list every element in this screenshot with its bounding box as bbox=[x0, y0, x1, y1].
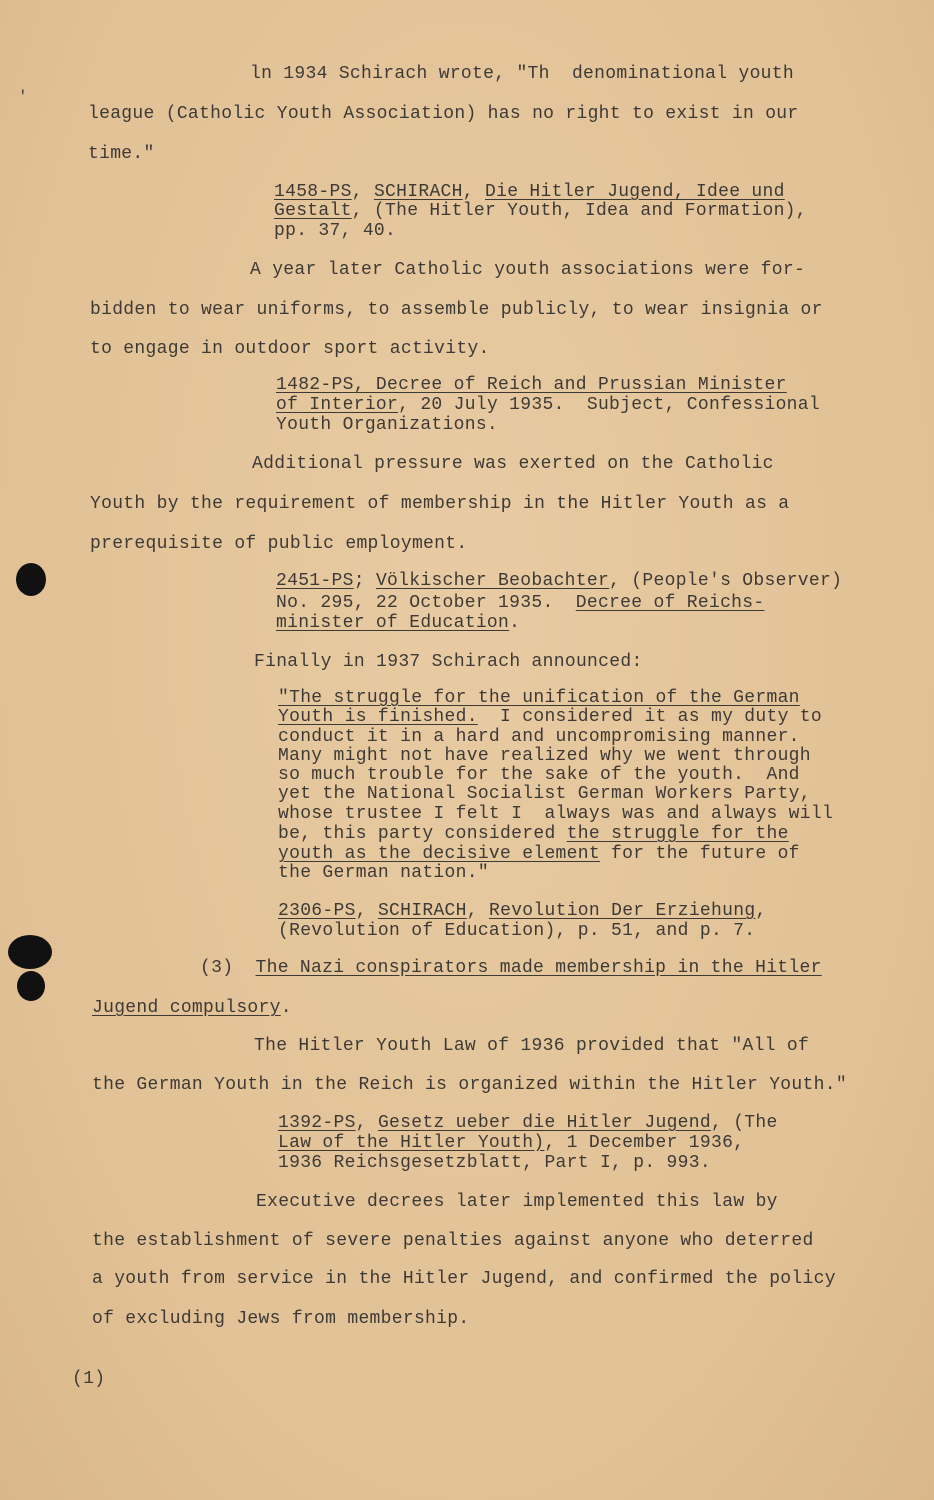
paragraph-5-line-2: the German Youth in the Reich is organized within the Hitler Youth." bbox=[92, 1075, 847, 1095]
citation-title: Gestalt bbox=[274, 201, 352, 221]
citation-ref: 1458-PS bbox=[274, 182, 352, 202]
section-heading-text: Jugend compulsory bbox=[92, 998, 281, 1018]
citation-title: Die Hitler Jugend, Idee und bbox=[484, 182, 785, 202]
quote-text: "The struggle for the unification of the German bbox=[278, 688, 800, 708]
paragraph-1-line-3: time." bbox=[88, 144, 155, 164]
quote-line-1 bbox=[278, 689, 800, 708]
punch-hole-bottom bbox=[17, 971, 45, 1001]
paragraph-6-line-1: Executive decrees later implemented this law by bbox=[256, 1192, 778, 1212]
citation-ref: 1392-PS bbox=[278, 1113, 356, 1133]
quote-text: be, this party considered bbox=[278, 824, 567, 844]
citation-ref: 2306-PS bbox=[278, 901, 356, 921]
citation-3-line-1 bbox=[276, 572, 842, 591]
citation-text: , (The Hitler Youth, Idea and Formation), bbox=[351, 201, 807, 221]
citation-title: Law of the Hitler Youth) bbox=[278, 1133, 545, 1153]
citation-2-line-1 bbox=[276, 376, 787, 395]
citation-text: . bbox=[509, 613, 521, 633]
citation-title: minister of Education bbox=[276, 613, 510, 633]
section-heading-line-2 bbox=[92, 998, 292, 1018]
citation-separator: , bbox=[355, 1113, 378, 1133]
section-heading-end: . bbox=[280, 998, 292, 1018]
citation-separator: , bbox=[462, 182, 485, 202]
quote-line-2 bbox=[278, 708, 822, 727]
citation-3-line-3 bbox=[276, 614, 520, 633]
citation-text: , 1 December 1936, bbox=[544, 1133, 745, 1153]
paragraph-4: Finally in 1937 Schirach announced: bbox=[254, 652, 643, 672]
citation-separator: , bbox=[351, 182, 374, 202]
citation-separator: ; bbox=[353, 571, 376, 591]
quote-line-7: whose trustee I felt I always was and always will bbox=[278, 804, 834, 824]
paragraph-2-line-1: A year later Catholic youth associations were for- bbox=[250, 260, 806, 280]
citation-1-line-2 bbox=[274, 202, 807, 221]
paragraph-3-line-3: prerequisite of public employment. bbox=[90, 534, 468, 554]
citation-text: , bbox=[755, 901, 767, 921]
quote-line-5: so much trouble for the sake of the youth. And bbox=[278, 765, 800, 785]
section-number: (3) bbox=[200, 958, 256, 978]
citation-title: Gesetz ueber die Hitler Jugend bbox=[377, 1113, 711, 1133]
citation-ref: 2451-PS bbox=[276, 571, 354, 591]
citation-title: Revolution Der Erziehung bbox=[488, 901, 756, 921]
citation-title: Völkischer Beobachter bbox=[375, 571, 610, 591]
quote-text: youth as the decisive element bbox=[278, 844, 600, 864]
punch-hole-top bbox=[16, 563, 46, 596]
quote-text: I considered it as my duty to bbox=[477, 707, 822, 727]
paragraph-3-line-2: Youth by the requirement of membership in the Hitler Youth as a bbox=[90, 494, 790, 514]
citation-text: , 20 July 1935. Subject, Confessional bbox=[398, 395, 820, 415]
quote-text: for the future of bbox=[599, 844, 800, 864]
citation-author: SCHIRACH bbox=[377, 901, 467, 921]
paragraph-5-line-1: The Hitler Youth Law of 1936 provided that "All of bbox=[254, 1036, 810, 1056]
citation-2-line-3: Youth Organizations. bbox=[276, 415, 499, 435]
section-heading-text: The Nazi conspirators made membership in the Hitler bbox=[255, 958, 822, 978]
citation-3-line-2 bbox=[276, 594, 764, 613]
quote-line-6: yet the National Socialist German Workers Party, bbox=[278, 784, 811, 804]
paragraph-6-line-3: a youth from service in the Hitler Jugend, and confirmed the policy bbox=[92, 1269, 836, 1289]
quote-line-4: Many might not have realized why we went through bbox=[278, 746, 811, 766]
citation-ref: 1482-PS, Decree of Reich and Prussian Minister bbox=[276, 375, 787, 395]
citation-text: No. 295, 22 October 1935. bbox=[276, 593, 576, 613]
paragraph-2-line-2: bidden to wear uniforms, to assemble publicly, to wear insignia or bbox=[90, 300, 823, 320]
citation-separator: , bbox=[466, 901, 489, 921]
quote-text: the struggle for the bbox=[566, 824, 789, 844]
quote-line-10: the German nation." bbox=[278, 863, 489, 883]
paragraph-1-line-2: league (Catholic Youth Association) has no right to exist in our bbox=[88, 104, 799, 124]
citation-text: , (The bbox=[711, 1113, 778, 1133]
citation-2-line-2 bbox=[276, 396, 820, 415]
quote-line-8 bbox=[278, 825, 789, 844]
citation-4-line-1 bbox=[278, 902, 767, 921]
paragraph-2-line-3: to engage in outdoor sport activity. bbox=[90, 339, 490, 359]
citation-text: , (People's Observer) bbox=[609, 571, 843, 591]
punch-hole-middle bbox=[8, 935, 52, 969]
paragraph-1-line-1: ln 1934 Schirach wrote, "Th denominational youth bbox=[250, 64, 794, 84]
quote-line-3: conduct it in a hard and uncompromising manner. bbox=[278, 727, 800, 747]
citation-separator: , bbox=[355, 901, 378, 921]
citation-5-line-3: 1936 Reichsgesetzblatt, Part I, p. 993. bbox=[278, 1153, 711, 1173]
citation-4-line-2: (Revolution of Education), p. 51, and p. 7. bbox=[278, 921, 756, 941]
citation-title: Decree of Reichs- bbox=[575, 593, 765, 613]
paragraph-3-line-1: Additional pressure was exerted on the Catholic bbox=[252, 454, 774, 474]
citation-5-line-1 bbox=[278, 1114, 778, 1133]
page-number: (1) bbox=[72, 1369, 106, 1389]
margin-mark: ' bbox=[18, 88, 28, 106]
citation-1-line-1 bbox=[274, 183, 785, 202]
citation-1-line-3: pp. 37, 40. bbox=[274, 221, 397, 241]
paragraph-6-line-4: of excluding Jews from membership. bbox=[92, 1309, 470, 1329]
paragraph-6-line-2: the establishment of severe penalties against anyone who deterred bbox=[92, 1231, 814, 1251]
citation-5-line-2 bbox=[278, 1134, 744, 1153]
quote-text: Youth is finished. bbox=[278, 707, 478, 727]
citation-author: SCHIRACH bbox=[373, 182, 463, 202]
quote-line-9 bbox=[278, 845, 800, 864]
citation-title: of Interior bbox=[276, 395, 399, 415]
section-heading-line-1 bbox=[200, 958, 822, 978]
